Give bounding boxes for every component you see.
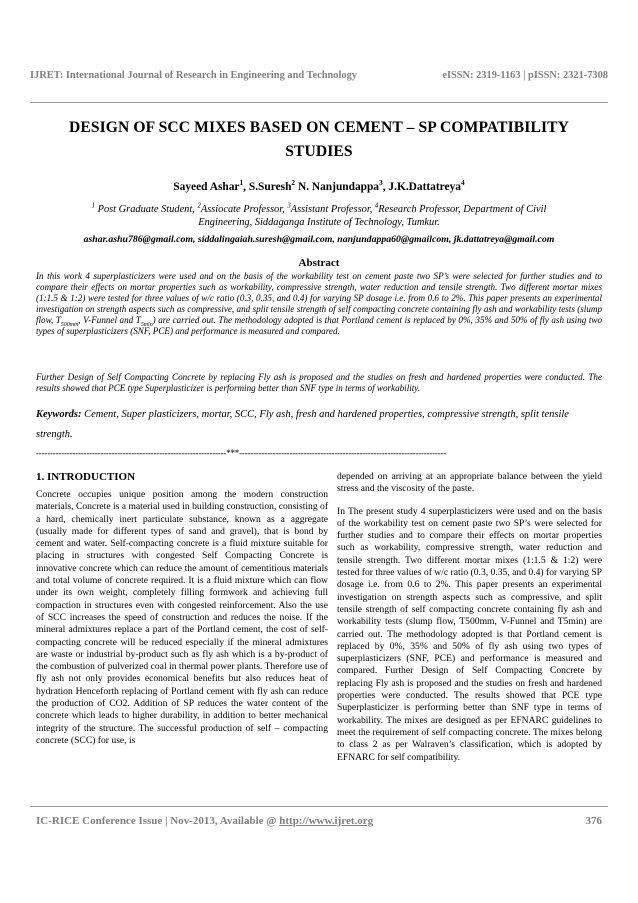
author-emails: ashar.ashu786@gmail.com, siddalingaiah.suresh@gmail.com, nanjundappa60@gmailcom, jk.dattatreya@gmail.com (83, 234, 555, 245)
affiliation-line: $^1$ Post Graduate Student, $^2$Assiocate Professor, $^3$Assistant Professor, $^4$Research Professor, Department of Civil (91, 202, 547, 215)
abstract-paragraph: Further Design of Self Compacting Concrete by replacing Fly ash is proposed and the studies on fresh and hardened properties were conducted. The results showed that PCE type Superplasticizer is performing better than SNF type in terms of workability. (36, 372, 602, 394)
abstract-heading: Abstract (298, 257, 340, 269)
body-paragraph: In The present study 4 superplasticizers were used and on the basis of the workability test on cement paste two SP’s were selected for further studies and to compare their effects on mortar properties such as workability, compressive strength, water reduction and tensile strength. Two different mortar mixes (1:1.5 & 1:2) were tested for three values of w/c ratio (0.3, 0.35, and 0.4) for varying SP dosage i.e. from 0.6 to 2%. This paper presents an experimental investigation on strength aspects such as compressive, and split tensile strength of self compacting concrete containing fly ash and workability tests (slump flow, T500mm, V-Funnel and T5min) are carried out. The methodology adopted is that Portland cement is replaced by 0%, 35% and 50% of fly ash using two types of superplasticizers (SNF, PCE) and performance is measured and compared. Further Design of Self Compacting Concrete by replacing Fly ash is proposed and the studies on fresh and hardened properties were conducted. The results showed that PCE type Superplasticizer is performing better than SNF type in terms of workability. The mixes are designed as per EFNARC guidelines to meet the requirement of self compacting concrete. The mixes belong to class 2 as per Walraven’s classification, which is adopted by EFNARC for self compatibility. (337, 505, 602, 763)
section-heading: 1. INTRODUCTION (36, 471, 136, 483)
abstract-paragraph: In this work 4 superplasticizers were used and on the basis of the workability test on cement paste two SP’s were selected for further studies and to compare their effects on mortar properties such as workability, compressive strength, water reduction and tensile strength. Two different mortar mixes (1:1.5 & 1:2) were tested for three values of w/c ratio (0.3, 0.35, and 0.4) for varying SP dosage i.e. from 0.6 to 2%. This paper presents an experimental investigation on strength aspects such as compressive, and split tensile strength of self compacting concrete containing fly ash and workability tests (slump flow, $T_{500mm}$, V-Funnel and $T_{5min}$) are carried out. The methodology adopted is that Portland cement is replaced by 0%, 35% and 50% of fly ash using two types of superplasticizers (SNF, PCE) and performance is measured and compared. (36, 271, 602, 337)
keywords (36, 405, 602, 445)
journal-link[interactable]: http://www.ijret.org (279, 815, 374, 827)
body-paragraph: Concrete occupies unique position among the modern construction materials, Concrete is a material used in building construction, consisting of a hard, chemically inert particulate substance, known as a aggregate (usually made for different types of sand and gravel), that is bond by cement and water. Self-compacting concrete is a fluid mixture suitable for placing in structures with congested Self Compacting Concrete is innovative concrete which can reduce the amount of cementitious materials and total volume of concrete required. It is a fluid mixture which can flow under its own weight, completely filling formwork and achieving full compaction in structures even with congested reinforcement. Also the use of SCC increases the speed of construction and reduces the noise. If the mineral admixtures replace a part of the Portland cement, the cost of self-compacting concrete will be reduced especially if the mineral admixtures are waste or industrial by-product such as fly ash which is a by-product of the combustion of pulverized coal in thermal power plants. Therefore use of fly ash not only provides economical benefits but also reduces heat of hydration Henceforth replacing of Portland cement with fly ash can reduce the production of CO2. Addition of SP reduces the water content of the concrete which leads to higher durability, in addition to better mechanical integrity of the structure. The successful production of self – compacting concrete (SCC) for use, is (36, 489, 329, 746)
page-number: 376 (585, 815, 602, 827)
body-paragraph: depended on arriving at an appropriate balance between the yield stress and the viscosity of the paste. (337, 471, 602, 495)
footer-rule (30, 806, 608, 807)
header-rule (30, 102, 608, 103)
affiliation-line: Engineering, Siddaganga Institute of Technology, Tumkur. (198, 217, 440, 228)
running-footer (36, 815, 602, 827)
author: N. Nanjundappa$^3$, (297, 178, 389, 193)
right-column (337, 471, 602, 764)
author: J.K.Dattatreya$^4$ (388, 178, 465, 193)
section-separator: --------------------------------------------------------------------***-------------------------------------------------------------------------- (36, 448, 447, 458)
affiliation (30, 203, 608, 229)
author-list (30, 178, 608, 193)
keywords-label: Keywords: (36, 409, 82, 420)
footer-issue: IC-RICE Conference Issue | Nov-2013, Available @ http://www.ijret.org (36, 815, 374, 827)
left-column (36, 471, 328, 747)
keywords-text: Cement, Super plasticizers, mortar, SCC, Fly ash, fresh and hardened properties, compressive strength, split tensile strength. (36, 409, 569, 440)
journal-name: IJRET: International Journal of Research in Engineering and Technology (30, 70, 357, 81)
issn: eISSN: 2319-1163 | pISSN: 2321-7308 (442, 70, 608, 81)
author: S.Suresh$^2$ (248, 178, 296, 193)
author: Sayeed Ashar$^1$, (173, 178, 249, 193)
paper-title: DESIGN OF SCC MIXES BASED ON CEMENT – SP COMPATIBILITY STUDIES (68, 119, 569, 160)
running-header (30, 70, 608, 81)
